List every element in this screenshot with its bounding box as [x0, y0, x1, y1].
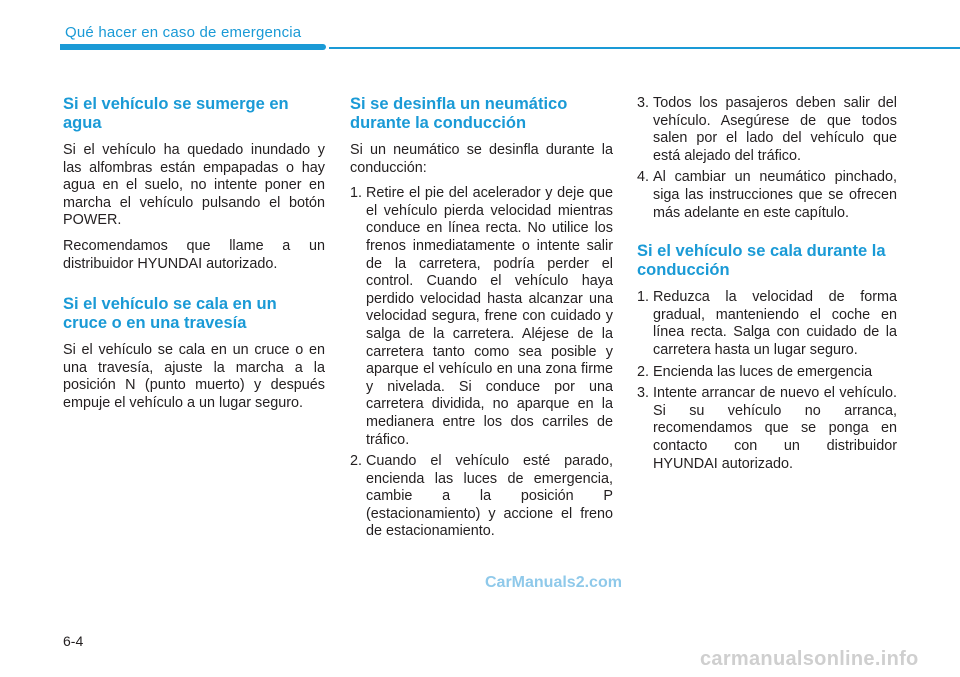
list-item-number: 2. [350, 453, 363, 470]
list-item-text: Al cambiar un neumático pinchado, siga las instrucciones que se ofrecen más adelante en este capítulo. [653, 169, 897, 221]
watermark-link[interactable]: CarManuals2.com [485, 574, 622, 591]
list-conduccion [637, 289, 897, 473]
list-item-text: Reduzca la velocidad de forma gradual, manteniendo el coche en línea recta. Salga con cuidado de la carretera hasta un lugar seguro. [653, 289, 897, 358]
list-item-number: 3. [637, 95, 650, 111]
list-item-text: Cuando el vehículo esté parado, encienda las luces de emergencia, cambie a la posición P (estacionamiento) y accione el freno de estacionamiento. [366, 453, 613, 540]
heading-sumerge: Si el vehículo se sumerge en agua [63, 95, 289, 132]
list-item-text: Encienda las luces de emergencia [653, 363, 873, 380]
paragraph-neumatico-intro: Si un neumático se desinfla durante la conducción: [350, 142, 613, 176]
list-item-number: 3. [637, 385, 650, 402]
heading-neumatico: Si se desinfla un neumático durante la conducción [350, 95, 568, 132]
list-item-number: 1. [637, 289, 650, 306]
list-item-text: Retire el pie del acelerador y deje que el vehículo pierda velocidad mientras conduce en línea recta. No utilice los frenos inmediatamente o intente salir de la carretera, podría perder el control. Cuando el vehículo haya perdido velocidad hasta alcanzar una velocidad segura, frene con cuidado y salga de la carretera. Aléjese de la carretera tanto como sea posible y aparque el vehículo en una zona firme y nivelada. Si conduce por una carretera dividida, no aparque en la medianera entre los dos carriles de tráfico. [366, 185, 613, 448]
list-item [637, 364, 897, 382]
column-middle [350, 95, 613, 547]
list-item [637, 289, 897, 359]
list-item [637, 385, 897, 473]
list-neumatico [350, 185, 613, 541]
list-item-number: 2. [637, 363, 650, 380]
list-item-text: Todos los pasajeros deben salir del vehículo. Asegúrese de que todos salen por el lado del vehículo que está alejado del tráfico. [653, 95, 897, 164]
list-item-number: 4. [637, 169, 650, 186]
paragraph-sumerge-1: Si el vehículo ha quedado inundado y las alfombras están empapadas o hay agua en el suelo, no intente poner en marcha el vehículo pulsando el botón POWER. [63, 142, 325, 229]
header-accent-bar [60, 44, 326, 50]
paragraph-travesia-1: Si el vehículo se cala en un cruce o en una travesía, ajuste la marcha a la posición N (punto muerto) y después empuje el vehículo a un lugar seguro. [63, 342, 325, 411]
list-item [350, 453, 613, 541]
heading-conduccion: Si el vehículo se cala durante la conducción [637, 242, 886, 280]
section-header-title: Qué hacer en caso de emergencia [65, 24, 302, 41]
list-item-text: Intente arrancar de nuevo el vehículo. Si su vehículo no arranca, recomendamos que se ponga en contacto con un distribuidor HYUNDAI autorizado. [653, 385, 897, 472]
header-rule [329, 47, 960, 49]
column-left [63, 95, 325, 421]
list-item [350, 185, 613, 449]
footer-watermark: carmanualsonline.info [700, 648, 919, 670]
column-right [637, 95, 897, 479]
list-item-number: 1. [350, 185, 363, 202]
list-item [637, 95, 897, 165]
paragraph-sumerge-2: Recomendamos que llame a un distribuidor HYUNDAI autorizado. [63, 237, 325, 272]
page-number: 6-4 [63, 633, 84, 649]
list-neumatico-continued [637, 95, 897, 222]
heading-travesia: Si el vehículo se cala en un cruce o en una travesía [63, 295, 277, 333]
list-item [637, 169, 897, 222]
